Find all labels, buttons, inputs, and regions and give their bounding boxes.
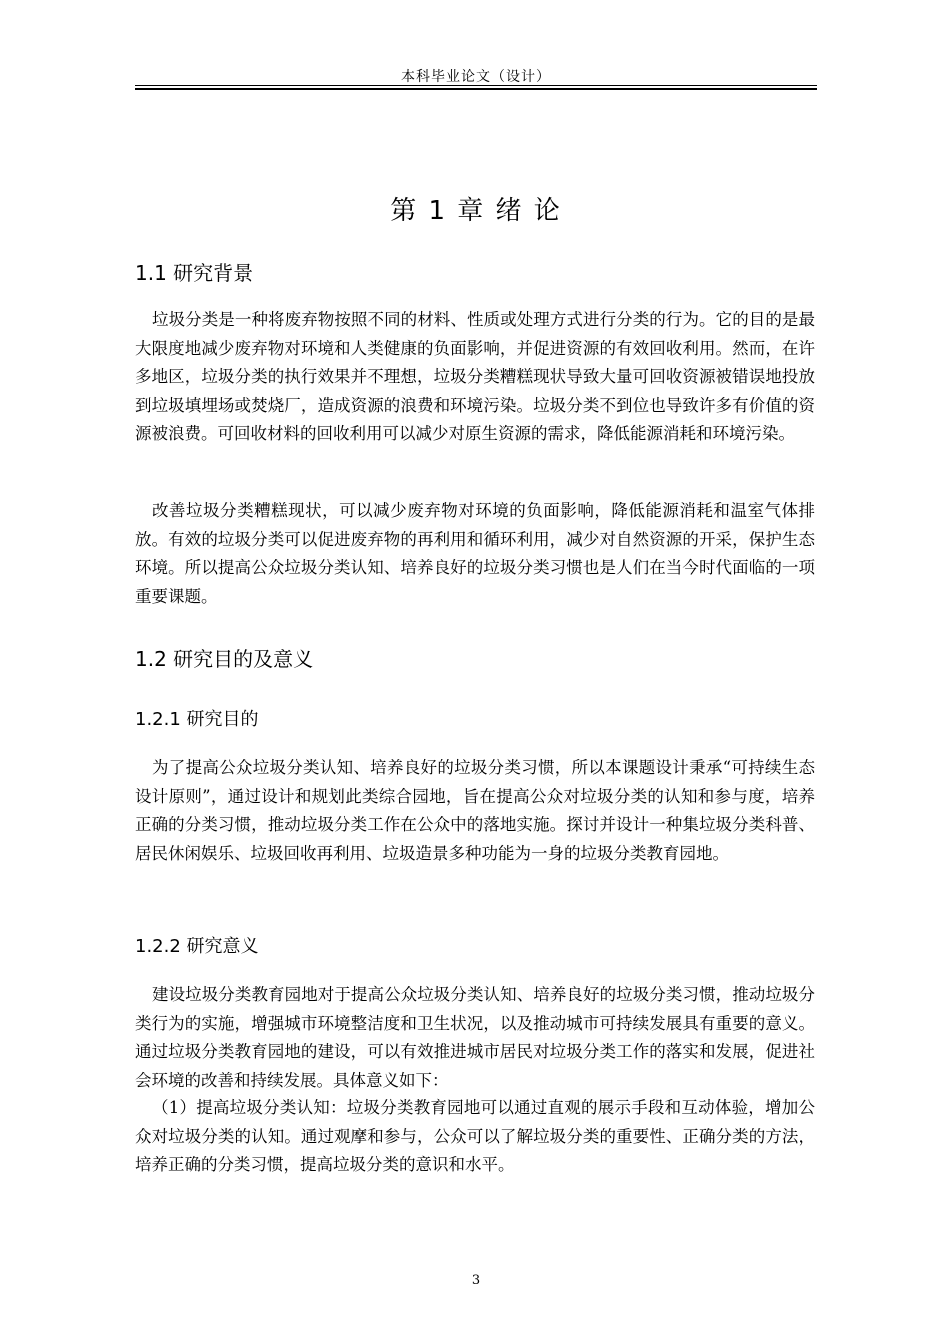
section-heading-1-2: 1.2 研究目的及意义 — [135, 647, 314, 671]
page-number: 3 — [471, 1273, 481, 1288]
paragraph-1-2-2-a: 建设垃圾分类教育园地对于提高公众垃圾分类认知、培养良好的垃圾分类习惯，推动垃圾分类行为的实施，增强城市环境整洁度和卫生状况，以及推动城市可持续发展具有重要的意义。通过垃圾分类教育园地的建设，可以有效推进城市居民对垃圾分类工作的落实和发展，促进社会环境的改善和持续发展。具体意义如下： — [135, 985, 815, 1090]
section-heading-1-1: 1.1 研究背景 — [135, 261, 254, 285]
section-heading-1-2-2: 1.2.2 研究意义 — [135, 936, 259, 957]
paragraph-1-1-a: 垃圾分类是一种将废弃物按照不同的材料、性质或处理方式进行分类的行为。它的目的是最大限度地减少废弃物对环境和人类健康的负面影响，并促进资源的有效回收利用。然而，在许多地区，垃圾分类的执行效果并不理想，垃圾分类糟糕现状导致大量可回收资源被错误地投放到垃圾填埋场或焚烧厂，造成资源的浪费和环境污染。垃圾分类不到位也导致许多有价值的资源被浪费。可回收材料的回收利用可以减少对原生资源的需求，降低能源消耗和环境污染。 — [135, 310, 815, 444]
paragraph-1-1-b: 改善垃圾分类糟糕现状，可以减少废弃物对环境的负面影响，降低能源消耗和温室气体排放。有效的垃圾分类可以促进废弃物的再利用和循环利用，减少对自然资源的开采，保护生态环境。所以提高公众垃圾分类认知、培养良好的垃圾分类习惯也是人们在当今时代面临的一项重要课题。 — [135, 501, 815, 606]
paragraph-1-2-2-b: （1）提高垃圾分类认知：垃圾分类教育园地可以通过直观的展示手段和互动体验，增加公众对垃圾分类的认知。通过观摩和参与，公众可以了解垃圾分类的重要性、正确分类的方法，培养正确的分类习惯，提高垃圾分类的意识和水平。 — [135, 1098, 815, 1175]
section-heading-1-2-1: 1.2.1 研究目的 — [135, 709, 259, 730]
paragraph-1-2-1: 为了提高公众垃圾分类认知、培养良好的垃圾分类习惯，所以本课题设计秉承“可持续生态设计原则”，通过设计和规划此类综合园地，旨在提高公众对垃圾分类的认知和参与度，培养正确的分类习惯，推动垃圾分类工作在公众中的落地实施。探讨并设计一种集垃圾分类科普、居民休闲娱乐、垃圾回收再利用、垃圾造景多种功能为一身的垃圾分类教育园地。 — [135, 758, 815, 863]
header-rule-thin — [135, 85, 817, 86]
running-header: 本科毕业论文（设计） — [401, 69, 551, 85]
header-rule-thick — [135, 88, 817, 90]
chapter-title: 第 1 章 绪 论 — [390, 196, 562, 226]
